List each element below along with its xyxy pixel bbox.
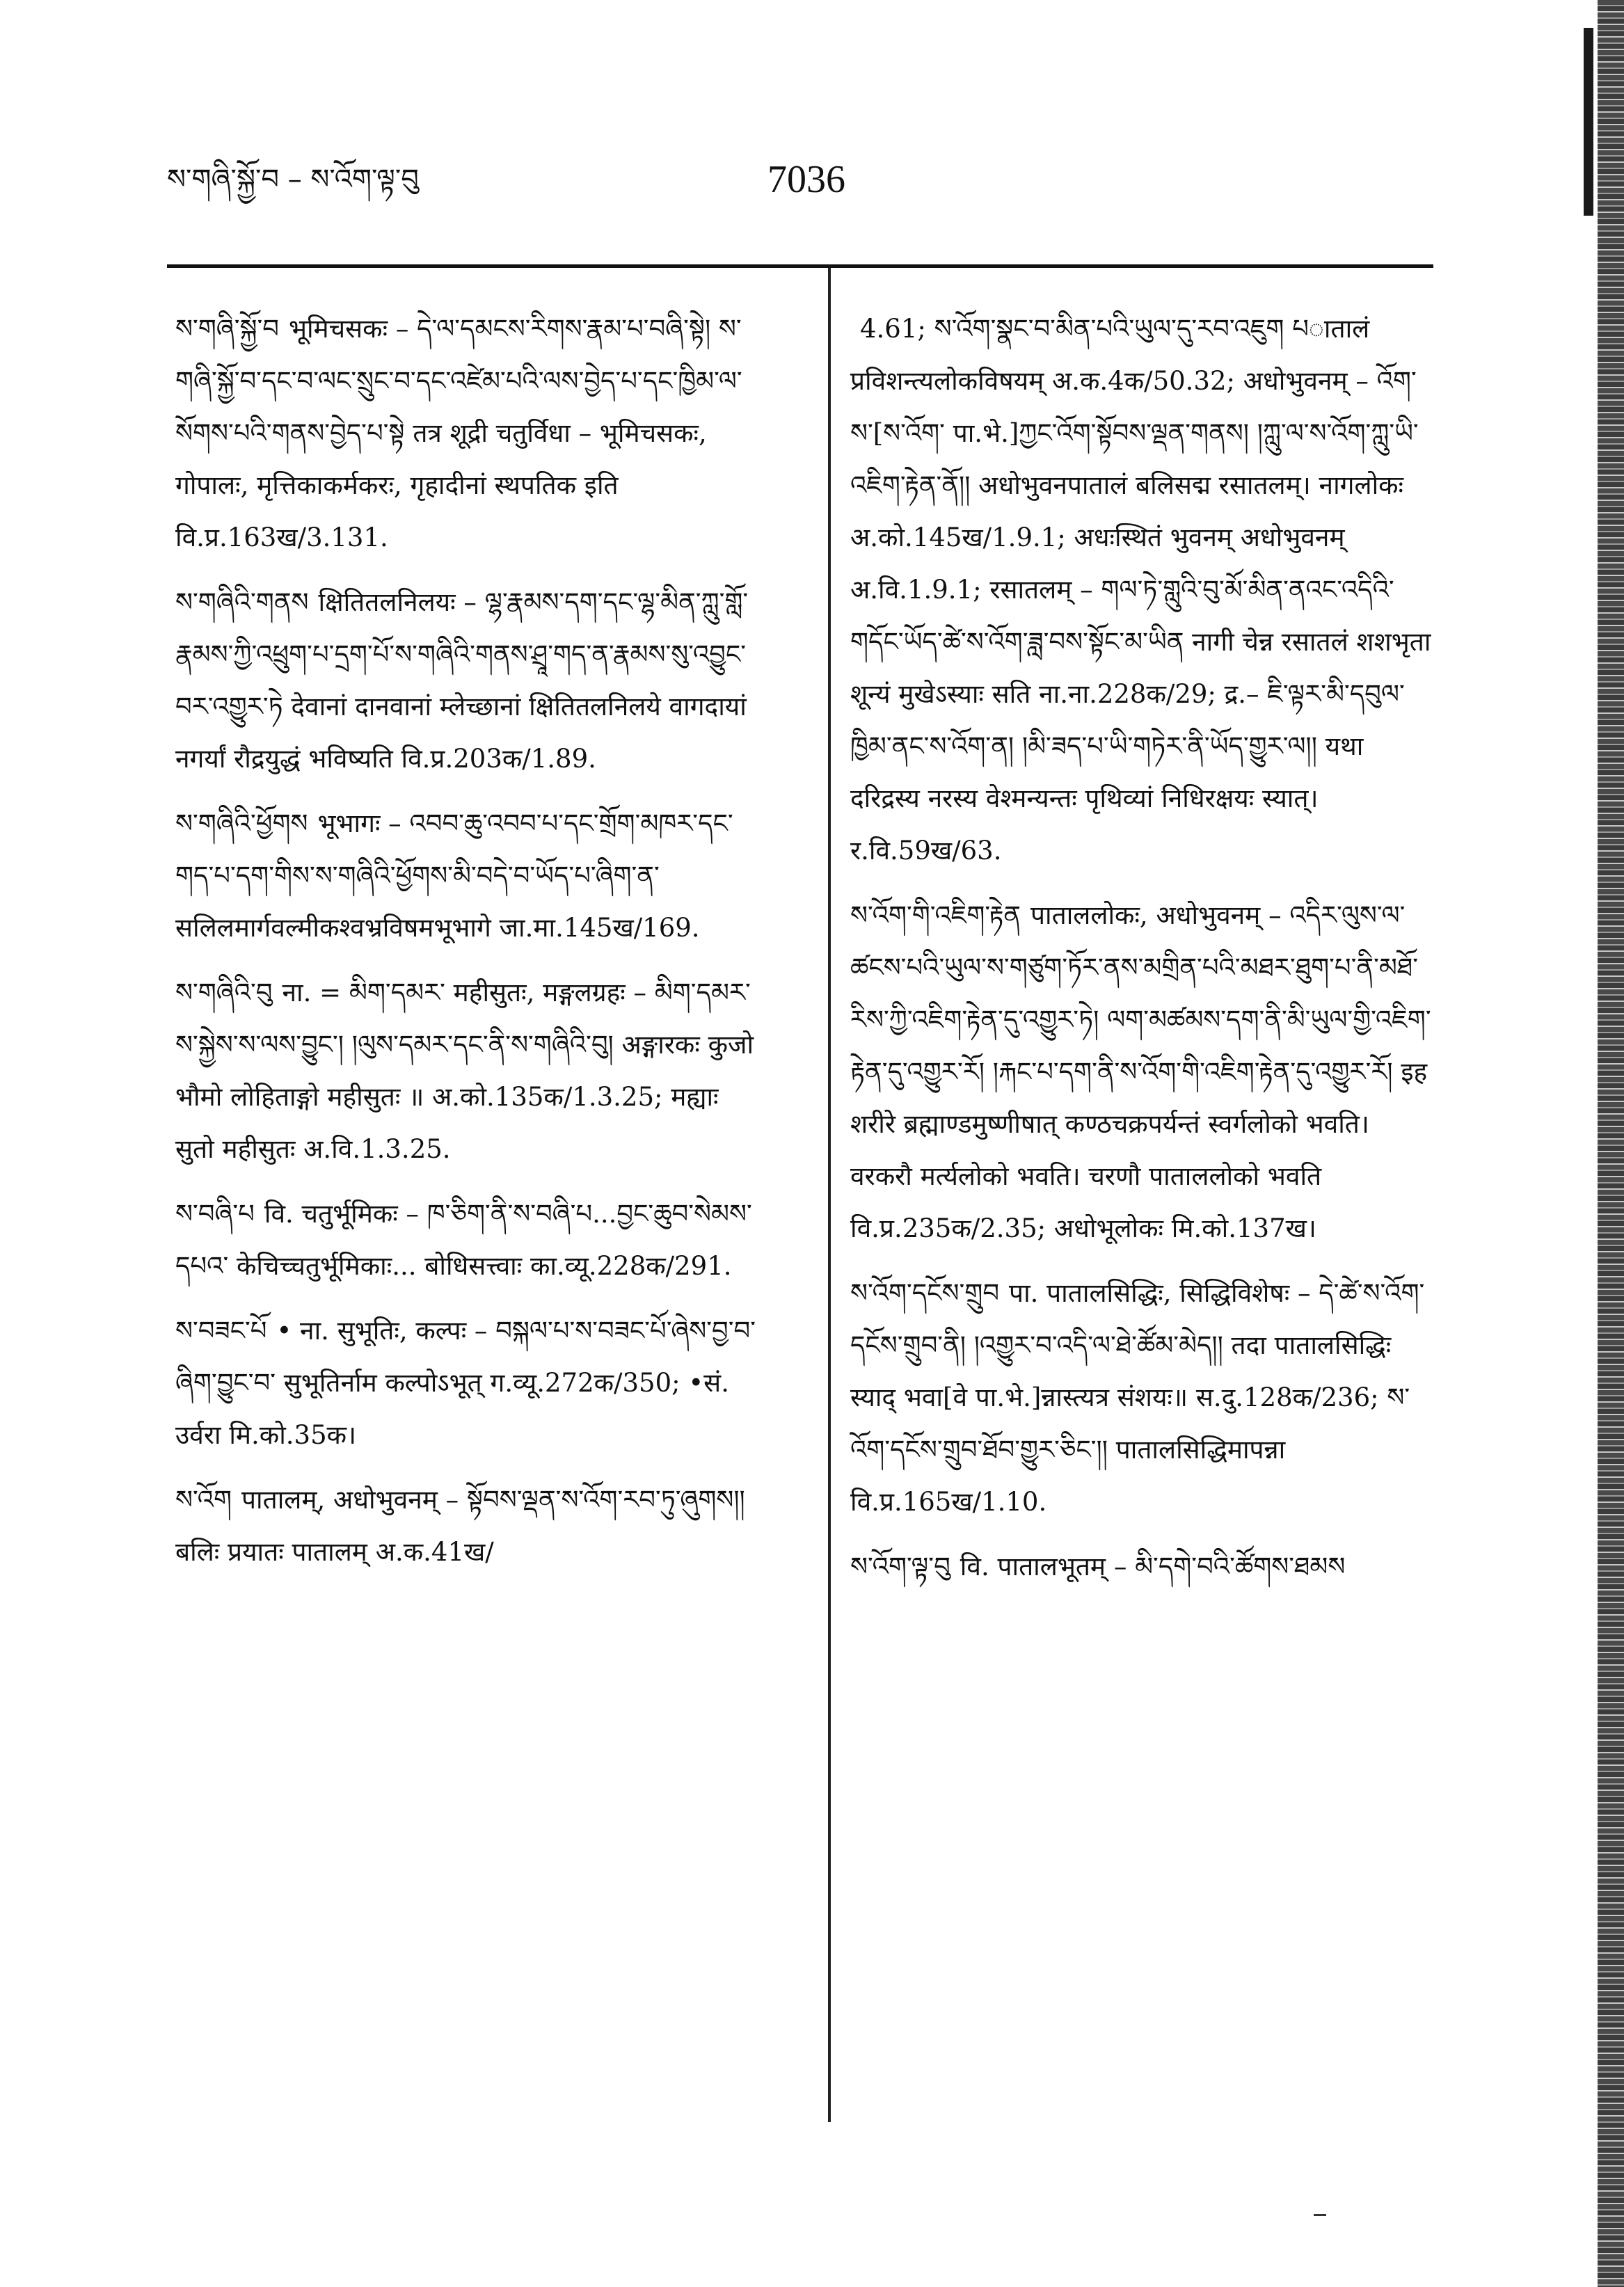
dictionary-entry-continued bbox=[850, 303, 1438, 877]
dictionary-entry bbox=[175, 576, 763, 785]
dictionary-entry bbox=[175, 966, 763, 1175]
dictionary-entry bbox=[175, 303, 763, 564]
dictionary-entry bbox=[850, 1267, 1438, 1528]
entry-headword: ས་གཞི་སྐྱོ་བ bbox=[175, 314, 279, 344]
dictionary-entry bbox=[850, 1540, 1438, 1593]
entry-text: पा. पातालसिद्धिः, सिद्धिविशेषः – དེ་ཚེ་ས་འོག་དངོས་གྲུབ་ནི། །འགྱུར་བ་འདི་ལ་ཐེ་ཚོམ་མེད།། तदा पातालसिद्धिः स्याद् भवा[वे पा.भे.]न्नास्त्यत्र संशयः॥ स.दु.128क/236; ས་འོག་དངོས་གྲུབ་ཐོབ་གྱུར་ཅིང་།། पातालसिद्धिमापन्ना वि.प्र.165ख/1.10. bbox=[850, 1278, 1425, 1517]
entry-headword: ས་གཞིའི་ཕྱོགས bbox=[175, 808, 308, 838]
entry-headword: ས་འོག་དངོས་གྲུབ bbox=[850, 1278, 1000, 1308]
left-column bbox=[175, 303, 763, 1582]
entry-headword: ས་འོག bbox=[175, 1485, 232, 1515]
entry-headword: ས་འོག་གི་འཇིག་རྟེན bbox=[850, 900, 1021, 930]
entry-text: • ना. सुभूतिः, कल्पः – བསྐལ་པ་ས་བཟང་པོ་ཞེས་བྱ་བ་ཞིག་བྱུང་བ་ सुभूतिर्नाम कल्पोऽभूत् ग.व्यू.272क/350; •सं. उर्वरा मि.को.35क। bbox=[175, 1316, 756, 1450]
entry-text: वि. चतुर्भूमिकः – ཁ་ཅིག་ནི་ས་བཞི་པ...བྱང་ཆུབ་སེམས་དཔའ་ केचिच्चतुर्भूमिकाः... बोधिसत्त्वाः का.व्यू.228क/291. bbox=[175, 1199, 752, 1281]
dictionary-entry bbox=[175, 1474, 763, 1578]
entry-text: पातालम्, अधोभुवनम् – སྟོབས་ལྡན་ས་འོག་རབ་ཏུ་ཞུགས།། बलिः प्रयातः पातालम् अ.क.41ख/ bbox=[175, 1485, 745, 1567]
right-column bbox=[850, 303, 1438, 1597]
entry-text: पाताललोकः, अधोभुवनम् – འདིར་ལུས་ལ་ཚངས་པའི་ཡུལ་ས་གཙུག་ཏོར་ནས་མགྲིན་པའི་མཐར་ཐུག་པ་ནི་མཐོ་རིས་ཀྱི་འཇིག་རྟེན་དུ་འགྱུར་ཏེ། ལག་མཚམས་དག་ནི་མི་ཡུལ་གྱི་འཇིག་རྟེན་དུ་འགྱུར་རོ། །རྐང་པ་དག་ནི་ས་འོག་གི་འཇིག་རྟེན་དུ་འགྱུར་རོ། इह शरीरे ब्रह्माण्डमुष्णीषात् कण्ठचक्रपर्यन्तं स्वर्गलोको भवति। वरकरौ मर्त्यलोको भवति। चरणौ पाताललोको भवति वि.प्र.235क/2.35; अधोभूलोकः मि.को.137ख। bbox=[850, 900, 1431, 1243]
entry-headword: ས་འོག་ལྟ་བུ bbox=[850, 1552, 950, 1581]
entry-headword: ས་གཞིའི་གནས bbox=[175, 587, 309, 617]
entry-headword: ས་བཟང་པོ bbox=[175, 1316, 267, 1346]
page-number: 7036 bbox=[767, 158, 845, 201]
entry-text: वि. पातालभूतम् – མི་དགེ་བའི་ཚོགས་ཐམས bbox=[960, 1552, 1346, 1581]
dictionary-entry bbox=[850, 889, 1438, 1254]
scan-edge-shadow bbox=[1584, 28, 1593, 216]
dictionary-entry bbox=[175, 1305, 763, 1461]
dictionary-entry bbox=[175, 797, 763, 954]
entry-headword: ས་གཞིའི་བུ bbox=[175, 978, 273, 1007]
header-rule bbox=[167, 264, 1433, 268]
entry-text: ना. = མིག་དམར་ महीसुतः, मङ्गलग्रहः – མིག་དམར་ས་སྐྱེས་ས་ལས་བྱུང་། །ལུས་དམར་དང་ནི་ས་གཞིའི་བུ། अङ्गारकः कुजो भौमो लोहिताङ्गो महीसुतः ॥ अ.को.135क/1.3.25; मह्याः सुतो महीसुतः अ.वि.1.3.25. bbox=[175, 978, 754, 1164]
entry-text: भूभागः – འབབ་ཆུ་འབབ་པ་དང་གྲོག་མཁར་དང་གད་པ་དག་གིས་ས་གཞིའི་ཕྱོགས་མི་བདེ་བ་ཡོད་པ་ཞིག་ན་ सलिलमार्गवल्मीकश्वभ्रविषमभूभागे जा.मा.145ख/169. bbox=[175, 808, 733, 943]
scan-edge-binding bbox=[1598, 0, 1624, 2287]
entry-text: भूमिचसकः – དེ་ལ་དམངས་རིགས་རྣམ་པ་བཞི་སྟེ། ས་གཞི་སྐྱོ་བ་དང་བ་ལང་སྲུང་བ་དང་འཛེམ་པའི་ལས་བྱེད་པ་དང་ཁྱིམ་ལ་སོགས་པའི་གནས་བྱེད་པ་སྟེ तत्र शूद्री चतुर्विधा – भूमिचसकः, गोपालः, मृत्तिकाकर्मकरः, गृहादीनां स्थपतिक इति वि.प्र.163ख/3.131. bbox=[175, 314, 742, 552]
entry-headword: ས་བཞི་པ bbox=[175, 1199, 255, 1229]
entry-text: क्षितितलनिलयः – ལྷ་རྣམས་དག་དང་ལྷ་མིན་ཀླུ་གློ་རྣམས་ཀྱི་འཕྲུག་པ་དྲག་པོ་ས་གཞིའི་གནས་ཤྲཱ་གད་ན་རྣམས་སུ་འབྱུང་བར་འགྱུར་ཏེ देवानां दानवानां म्लेच्छानां क्षितितलनिलये वागदायां नगर्यां रौद्रयुद्धं भविष्यति वि.प्र.203क/1.89. bbox=[175, 587, 749, 774]
entry-text: 4.61; ས་འོག་སྣང་བ་མིན་པའི་ཡུལ་དུ་རབ་འཇུག པातालं प्रविशन्त्यलोकविषयम् अ.क.4क/50.32; अधोभुवनम् – འོག་ས་[ས་འོག་ पा.भे.]ཀྱང་འོག་སྟོབས་ལྡན་གནས། །ཀླུ་ལ་ས་འོག་ཀླུ་ཡི་འཇིག་རྟེན་ནོ།། अधोभुवनपातालं बलिसद्म रसातलम्। नागलोकः अ.को.145ख/1.9.1; अधःस्थितं भुवनम् अधोभुवनम् अ.वि.1.9.1; रसातलम् – གལ་ཏེ་གླུའི་བུ་མོ་མིན་ནའང་འདིའི་གདོང་ཡོད་ཚེ་ས་འོག་ཟླ་བས་སྟོང་མ་ཡིན नागी चेन्न रसातलं शशभृता शून्यं मुखेऽस्याः सति ना.ना.228क/29; द्र.– ཇི་ལྟར་མི་དབུལ་ཁྱིམ་ནང་ས་འོག་ན། །མི་ཟད་པ་ཡི་གཏེར་ནི་ཡོད་གྱུར་ལ།། यथा दरिद्रस्य नरस्य वेश्मन्यन्तः पृथिव्यां निधिरक्षयः स्यात्। र.वि.59ख/63. bbox=[850, 314, 1431, 866]
column-divider bbox=[828, 268, 831, 2122]
stray-mark bbox=[1314, 2214, 1326, 2216]
running-head: ས་གཞི་སྐྱོ་བ – ས་འོག་ལྟ་བུ bbox=[167, 164, 419, 196]
dictionary-entry bbox=[175, 1188, 763, 1292]
